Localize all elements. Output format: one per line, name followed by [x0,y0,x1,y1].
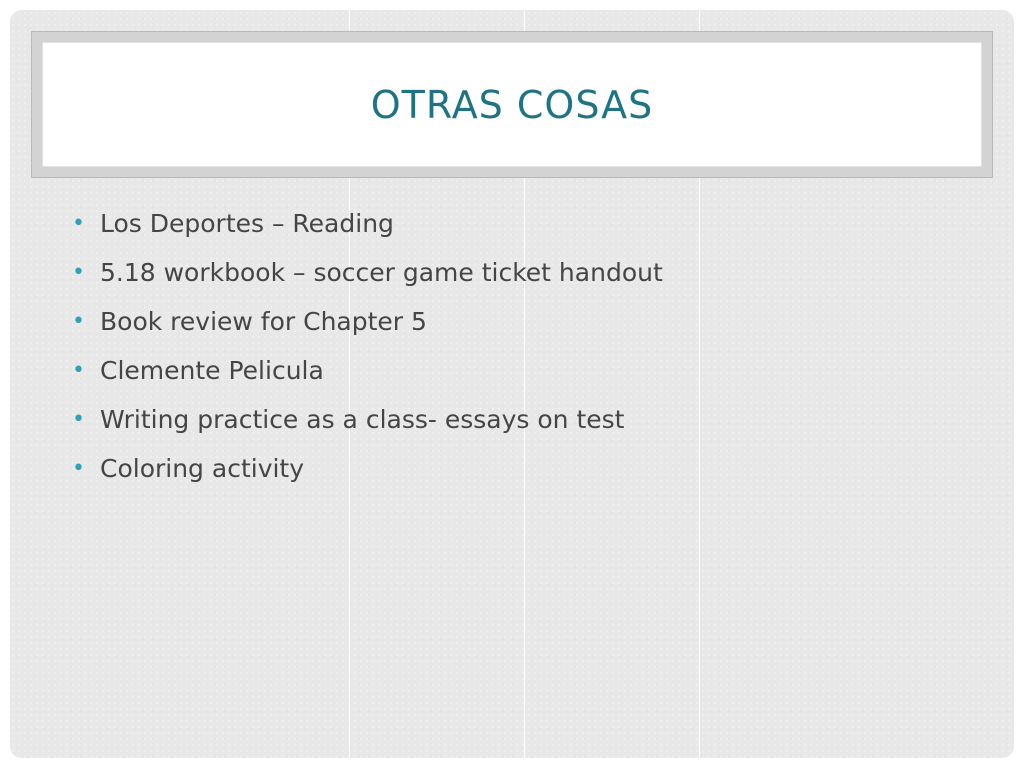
bullet-dot-icon: • [72,211,85,236]
bullet-dot-icon: • [72,309,85,334]
bullet-item [72,204,663,253]
bullet-dot-icon: • [72,260,85,285]
bullet-list [72,204,663,498]
bullet-item [72,351,663,400]
bullet-text: Writing practice as a class- essays on test [100,405,625,434]
title-frame [31,31,993,178]
bullet-text: Book review for Chapter 5 [100,307,427,336]
bullet-text: Clemente Pelicula [100,356,324,385]
bullet-dot-icon: • [72,407,85,432]
bullet-item [72,400,663,449]
bullet-text: 5.18 workbook – soccer game ticket handout [100,258,663,287]
bullet-item [72,253,663,302]
bullet-text: Coloring activity [100,454,305,483]
bullet-dot-icon: • [72,456,85,481]
bullet-item [72,302,663,351]
slide-title: OTRAS COSAS [370,82,654,127]
title-box [42,42,982,167]
slide [10,10,1014,758]
bullet-dot-icon: • [72,358,85,383]
bullet-text: Los Deportes – Reading [100,209,394,238]
bullet-item [72,449,663,498]
